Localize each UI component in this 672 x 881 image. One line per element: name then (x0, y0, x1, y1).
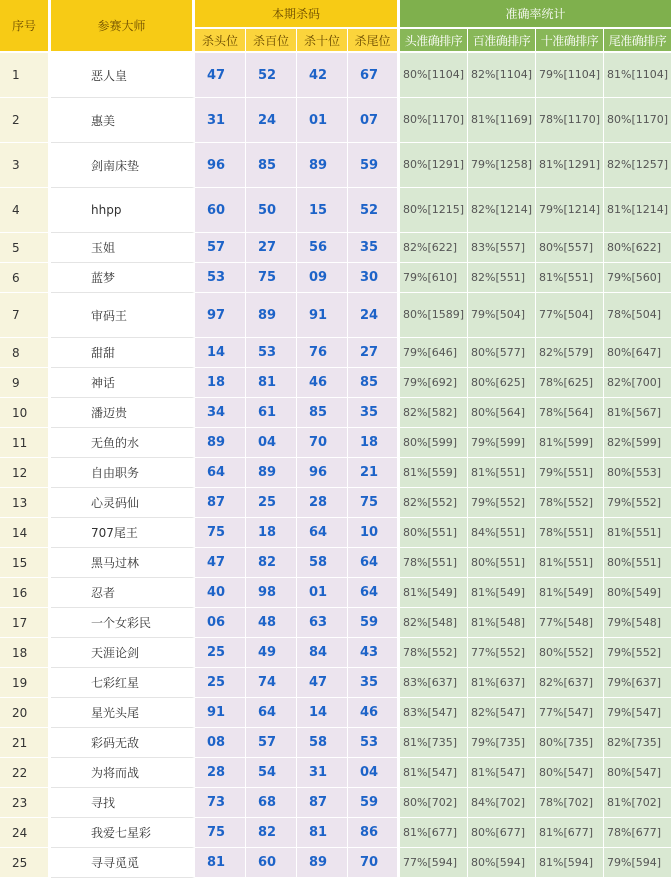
accuracy-value: 82%[700] (604, 368, 672, 398)
kill-number: 74 (246, 668, 297, 698)
accuracy-value: 80%[551] (468, 548, 536, 578)
master-name: 剑南床垫 (51, 143, 195, 188)
table-row (0, 548, 672, 578)
master-name: 甜甜 (51, 338, 195, 368)
accuracy-value: 79%[692] (400, 368, 468, 398)
kill-number: 59 (348, 608, 400, 638)
master-name: 玉姐 (51, 233, 195, 263)
table-row (0, 848, 672, 878)
kill-number: 50 (246, 188, 297, 233)
accuracy-value: 82%[1104] (468, 53, 536, 98)
row-index: 12 (0, 458, 51, 488)
table-row (0, 608, 672, 638)
kill-number: 75 (348, 488, 400, 518)
accuracy-value: 82%[637] (536, 668, 604, 698)
accuracy-value: 81%[1291] (536, 143, 604, 188)
kill-number: 75 (246, 263, 297, 293)
table-row (0, 638, 672, 668)
accuracy-value: 80%[677] (468, 818, 536, 848)
kill-number: 52 (246, 53, 297, 98)
row-index: 21 (0, 728, 51, 758)
kill-number: 91 (195, 698, 246, 728)
row-index: 10 (0, 398, 51, 428)
kill-number: 21 (348, 458, 400, 488)
master-name: 神话 (51, 368, 195, 398)
kill-number: 49 (246, 638, 297, 668)
kill-number: 01 (297, 578, 348, 608)
kill-number: 25 (246, 488, 297, 518)
table-row (0, 818, 672, 848)
kill-number: 07 (348, 98, 400, 143)
accuracy-value: 81%[677] (536, 818, 604, 848)
accuracy-value: 82%[622] (400, 233, 468, 263)
accuracy-value: 81%[549] (468, 578, 536, 608)
accuracy-value: 78%[677] (604, 818, 672, 848)
kill-number: 75 (195, 818, 246, 848)
accuracy-value: 81%[551] (468, 458, 536, 488)
accuracy-value: 81%[1169] (468, 98, 536, 143)
row-index: 20 (0, 698, 51, 728)
accuracy-value: 83%[547] (400, 698, 468, 728)
row-index: 19 (0, 668, 51, 698)
master-name: 为将而战 (51, 758, 195, 788)
master-name: 寻寻觅觅 (51, 848, 195, 878)
kill-number: 52 (348, 188, 400, 233)
row-index: 6 (0, 263, 51, 293)
table-row (0, 728, 672, 758)
table-row (0, 398, 672, 428)
kill-number: 89 (297, 848, 348, 878)
accuracy-value: 79%[599] (468, 428, 536, 458)
accuracy-value: 77%[547] (536, 698, 604, 728)
kill-number: 30 (348, 263, 400, 293)
accuracy-value: 80%[594] (468, 848, 536, 878)
accuracy-value: 79%[637] (604, 668, 672, 698)
kill-number: 57 (246, 728, 297, 758)
table-row (0, 668, 672, 698)
accuracy-value: 79%[552] (604, 638, 672, 668)
master-name: 七彩红星 (51, 668, 195, 698)
row-index: 8 (0, 338, 51, 368)
accuracy-value: 80%[647] (604, 338, 672, 368)
kill-number: 82 (246, 548, 297, 578)
accuracy-value: 82%[552] (400, 488, 468, 518)
accuracy-value: 80%[1215] (400, 188, 468, 233)
table-row (0, 698, 672, 728)
accuracy-value: 82%[1257] (604, 143, 672, 188)
kill-number: 70 (348, 848, 400, 878)
accuracy-value: 81%[1214] (604, 188, 672, 233)
accuracy-value: 80%[553] (604, 458, 672, 488)
kill-number: 18 (348, 428, 400, 458)
table-row (0, 788, 672, 818)
accuracy-value: 82%[548] (400, 608, 468, 638)
accuracy-value: 81%[551] (536, 263, 604, 293)
row-index: 22 (0, 758, 51, 788)
header-kill-col: 杀尾位 (348, 29, 400, 53)
kill-number: 46 (297, 368, 348, 398)
kill-number: 87 (195, 488, 246, 518)
accuracy-value: 80%[557] (536, 233, 604, 263)
kill-number: 96 (297, 458, 348, 488)
master-name: 黑马过林 (51, 548, 195, 578)
master-name: 恶人皇 (51, 53, 195, 98)
row-index: 16 (0, 578, 51, 608)
kill-number: 31 (195, 98, 246, 143)
kill-number: 35 (348, 233, 400, 263)
kill-number: 89 (297, 143, 348, 188)
kill-number: 64 (297, 518, 348, 548)
accuracy-value: 80%[735] (536, 728, 604, 758)
row-index: 5 (0, 233, 51, 263)
kill-number: 47 (195, 548, 246, 578)
master-name: 忍者 (51, 578, 195, 608)
header-kill-col: 杀头位 (195, 29, 246, 53)
header-acc-col: 头准确排序 (400, 29, 468, 53)
kill-number: 89 (195, 428, 246, 458)
accuracy-value: 78%[504] (604, 293, 672, 338)
kill-number: 81 (246, 368, 297, 398)
kill-number: 28 (195, 758, 246, 788)
table-row (0, 338, 672, 368)
accuracy-value: 78%[625] (536, 368, 604, 398)
accuracy-value: 78%[564] (536, 398, 604, 428)
kill-number: 96 (195, 143, 246, 188)
kill-number: 59 (348, 788, 400, 818)
table-row (0, 188, 672, 233)
accuracy-value: 81%[549] (536, 578, 604, 608)
accuracy-value: 80%[702] (400, 788, 468, 818)
master-name: 自由职务 (51, 458, 195, 488)
accuracy-value: 81%[702] (604, 788, 672, 818)
kill-number: 35 (348, 398, 400, 428)
row-index: 24 (0, 818, 51, 848)
kill-number: 53 (195, 263, 246, 293)
accuracy-value: 81%[594] (536, 848, 604, 878)
kill-number: 58 (297, 728, 348, 758)
accuracy-value: 82%[547] (468, 698, 536, 728)
table-row (0, 428, 672, 458)
accuracy-value: 80%[577] (468, 338, 536, 368)
kill-number: 09 (297, 263, 348, 293)
kill-number: 04 (246, 428, 297, 458)
accuracy-value: 82%[599] (604, 428, 672, 458)
master-name: 心灵码仙 (51, 488, 195, 518)
kill-number: 10 (348, 518, 400, 548)
kill-number: 98 (246, 578, 297, 608)
kill-number: 34 (195, 398, 246, 428)
accuracy-value: 82%[579] (536, 338, 604, 368)
accuracy-value: 81%[637] (468, 668, 536, 698)
kill-number: 73 (195, 788, 246, 818)
kill-number: 64 (348, 548, 400, 578)
header-acc-col: 百准确排序 (468, 29, 536, 53)
accuracy-value: 80%[1291] (400, 143, 468, 188)
header-acc-col: 十准确排序 (536, 29, 604, 53)
table-row (0, 368, 672, 398)
accuracy-value: 79%[594] (604, 848, 672, 878)
kill-number: 64 (195, 458, 246, 488)
kill-number: 14 (297, 698, 348, 728)
header-accuracy-group: 准确率统计 (400, 0, 672, 29)
header-kill-col: 杀十位 (297, 29, 348, 53)
kill-number: 25 (195, 638, 246, 668)
table-row (0, 518, 672, 548)
accuracy-value: 80%[1170] (400, 98, 468, 143)
row-index: 2 (0, 98, 51, 143)
kill-number: 06 (195, 608, 246, 638)
master-name: 我爱七星彩 (51, 818, 195, 848)
row-index: 13 (0, 488, 51, 518)
kill-number: 24 (348, 293, 400, 338)
master-name: 惠美 (51, 98, 195, 143)
master-name: 彩码无敌 (51, 728, 195, 758)
kill-number: 46 (348, 698, 400, 728)
master-name: 天涯论剑 (51, 638, 195, 668)
kill-number: 75 (195, 518, 246, 548)
kill-number: 53 (348, 728, 400, 758)
accuracy-value: 82%[735] (604, 728, 672, 758)
table-row (0, 488, 672, 518)
row-index: 18 (0, 638, 51, 668)
accuracy-value: 77%[552] (468, 638, 536, 668)
accuracy-value: 81%[567] (604, 398, 672, 428)
table-row (0, 758, 672, 788)
accuracy-value: 82%[551] (468, 263, 536, 293)
kill-number: 25 (195, 668, 246, 698)
accuracy-value: 81%[548] (468, 608, 536, 638)
accuracy-value: 79%[646] (400, 338, 468, 368)
kill-number: 60 (195, 188, 246, 233)
header-index: 序号 (0, 0, 51, 53)
accuracy-value: 81%[551] (604, 518, 672, 548)
kill-number: 89 (246, 293, 297, 338)
header-kill-group: 本期杀码 (195, 0, 400, 29)
kill-number: 18 (246, 518, 297, 548)
header-master: 参赛大师 (51, 0, 195, 53)
table-row (0, 578, 672, 608)
accuracy-value: 82%[582] (400, 398, 468, 428)
kill-number: 53 (246, 338, 297, 368)
accuracy-value: 79%[1214] (536, 188, 604, 233)
kill-number: 97 (195, 293, 246, 338)
accuracy-value: 84%[702] (468, 788, 536, 818)
kill-number: 89 (246, 458, 297, 488)
row-index: 23 (0, 788, 51, 818)
kill-number: 85 (297, 398, 348, 428)
kill-number: 27 (246, 233, 297, 263)
accuracy-value: 81%[1104] (604, 53, 672, 98)
row-index: 9 (0, 368, 51, 398)
kill-number: 01 (297, 98, 348, 143)
kill-number: 56 (297, 233, 348, 263)
accuracy-value: 81%[599] (536, 428, 604, 458)
kill-number: 57 (195, 233, 246, 263)
kill-number: 35 (348, 668, 400, 698)
accuracy-value: 78%[551] (400, 548, 468, 578)
accuracy-value: 78%[702] (536, 788, 604, 818)
accuracy-value: 78%[551] (536, 518, 604, 548)
accuracy-value: 80%[547] (536, 758, 604, 788)
accuracy-value: 78%[552] (536, 488, 604, 518)
accuracy-value: 79%[1104] (536, 53, 604, 98)
table-row (0, 458, 672, 488)
kill-number: 48 (246, 608, 297, 638)
row-index: 14 (0, 518, 51, 548)
accuracy-value: 77%[504] (536, 293, 604, 338)
accuracy-value: 81%[677] (400, 818, 468, 848)
kill-number: 86 (348, 818, 400, 848)
kill-number: 68 (246, 788, 297, 818)
accuracy-value: 81%[549] (400, 578, 468, 608)
kill-number: 76 (297, 338, 348, 368)
table-row (0, 263, 672, 293)
master-name: 蓝梦 (51, 263, 195, 293)
accuracy-value: 81%[547] (400, 758, 468, 788)
accuracy-value: 78%[1170] (536, 98, 604, 143)
row-index: 17 (0, 608, 51, 638)
row-index: 1 (0, 53, 51, 98)
row-index: 7 (0, 293, 51, 338)
accuracy-value: 80%[1589] (400, 293, 468, 338)
accuracy-value: 80%[552] (536, 638, 604, 668)
accuracy-value: 81%[559] (400, 458, 468, 488)
kill-number: 54 (246, 758, 297, 788)
accuracy-value: 81%[547] (468, 758, 536, 788)
kill-number: 91 (297, 293, 348, 338)
accuracy-value: 82%[1214] (468, 188, 536, 233)
accuracy-value: 80%[599] (400, 428, 468, 458)
kill-number: 58 (297, 548, 348, 578)
kill-number: 04 (348, 758, 400, 788)
accuracy-value: 78%[552] (400, 638, 468, 668)
table-row (0, 143, 672, 188)
master-name: 707尾王 (51, 518, 195, 548)
table-row (0, 53, 672, 98)
kill-number: 42 (297, 53, 348, 98)
master-name: 寻找 (51, 788, 195, 818)
header-kill-col: 杀百位 (246, 29, 297, 53)
accuracy-value: 79%[552] (468, 488, 536, 518)
kill-number: 70 (297, 428, 348, 458)
accuracy-value: 81%[551] (536, 548, 604, 578)
kill-number: 85 (246, 143, 297, 188)
accuracy-value: 79%[547] (604, 698, 672, 728)
kill-number: 81 (297, 818, 348, 848)
kill-number: 47 (297, 668, 348, 698)
accuracy-value: 79%[552] (604, 488, 672, 518)
accuracy-value: 79%[551] (536, 458, 604, 488)
accuracy-value: 81%[735] (400, 728, 468, 758)
accuracy-value: 80%[1170] (604, 98, 672, 143)
master-name: 星光头尾 (51, 698, 195, 728)
row-index: 4 (0, 188, 51, 233)
master-name: hhpp (51, 188, 195, 233)
accuracy-value: 79%[1258] (468, 143, 536, 188)
kill-number: 14 (195, 338, 246, 368)
accuracy-value: 79%[548] (604, 608, 672, 638)
master-name: 无鱼的水 (51, 428, 195, 458)
master-name: 一个女彩民 (51, 608, 195, 638)
accuracy-value: 80%[1104] (400, 53, 468, 98)
table-row (0, 293, 672, 338)
kill-number: 60 (246, 848, 297, 878)
accuracy-value: 80%[551] (604, 548, 672, 578)
accuracy-value: 79%[504] (468, 293, 536, 338)
accuracy-value: 83%[557] (468, 233, 536, 263)
kill-number: 84 (297, 638, 348, 668)
kill-number: 63 (297, 608, 348, 638)
kill-number: 82 (246, 818, 297, 848)
kill-number: 15 (297, 188, 348, 233)
accuracy-value: 80%[564] (468, 398, 536, 428)
accuracy-value: 77%[594] (400, 848, 468, 878)
row-index: 15 (0, 548, 51, 578)
kill-number: 85 (348, 368, 400, 398)
kill-number: 64 (348, 578, 400, 608)
table-body (0, 53, 672, 878)
row-index: 25 (0, 848, 51, 878)
row-index: 3 (0, 143, 51, 188)
accuracy-value: 80%[547] (604, 758, 672, 788)
accuracy-value: 80%[551] (400, 518, 468, 548)
kill-number: 64 (246, 698, 297, 728)
master-name: 审码王 (51, 293, 195, 338)
accuracy-value: 79%[560] (604, 263, 672, 293)
kill-number: 28 (297, 488, 348, 518)
kill-number: 27 (348, 338, 400, 368)
kill-number: 81 (195, 848, 246, 878)
kill-number: 43 (348, 638, 400, 668)
master-name: 潘迈贵 (51, 398, 195, 428)
kill-number: 40 (195, 578, 246, 608)
row-index: 11 (0, 428, 51, 458)
accuracy-value: 79%[735] (468, 728, 536, 758)
accuracy-value: 80%[622] (604, 233, 672, 263)
kill-number: 24 (246, 98, 297, 143)
accuracy-value: 77%[548] (536, 608, 604, 638)
kill-number: 67 (348, 53, 400, 98)
table-row (0, 233, 672, 263)
accuracy-value: 83%[637] (400, 668, 468, 698)
header-acc-col: 尾准确排序 (604, 29, 672, 53)
accuracy-value: 80%[549] (604, 578, 672, 608)
accuracy-value: 79%[610] (400, 263, 468, 293)
kill-number: 47 (195, 53, 246, 98)
accuracy-value: 84%[551] (468, 518, 536, 548)
accuracy-value: 80%[625] (468, 368, 536, 398)
table-row (0, 98, 672, 143)
kill-number: 08 (195, 728, 246, 758)
kill-number: 31 (297, 758, 348, 788)
kill-number: 18 (195, 368, 246, 398)
kill-number: 87 (297, 788, 348, 818)
kill-number: 59 (348, 143, 400, 188)
kill-number: 61 (246, 398, 297, 428)
